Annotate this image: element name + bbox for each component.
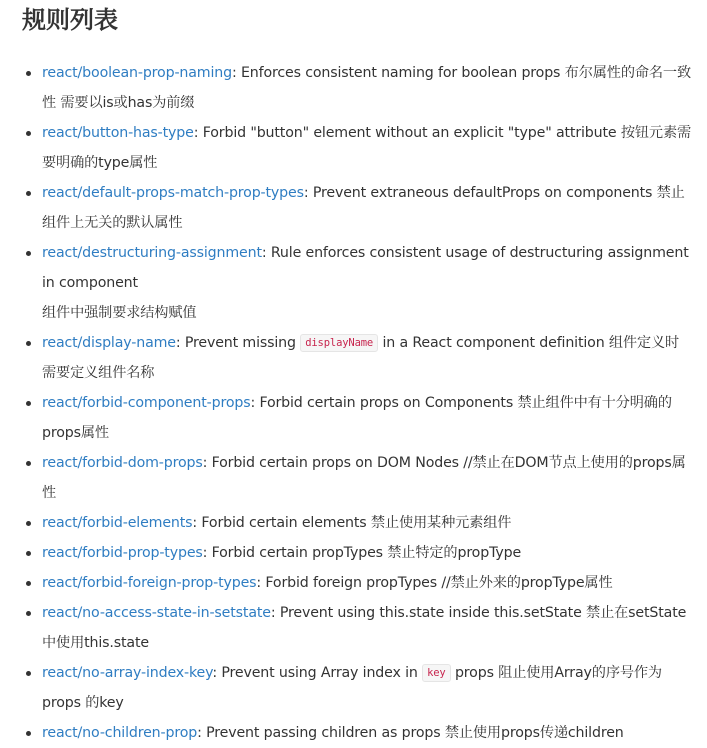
bullet-icon bbox=[26, 581, 31, 586]
rule-list bbox=[0, 58, 707, 748]
list-item bbox=[42, 238, 707, 328]
bullet-icon bbox=[26, 551, 31, 556]
rule-link-forbid-dom-props[interactable]: react/forbid-dom-props bbox=[42, 455, 203, 471]
rule-link-forbid-foreign-prop-types[interactable]: react/forbid-foreign-prop-types bbox=[42, 575, 257, 591]
rule-link-no-children-prop[interactable]: react/no-children-prop bbox=[42, 725, 198, 741]
rule-description: : Forbid "button" element without an explicit "type" attribute 按钮元素需要明确的type属性 bbox=[42, 125, 692, 171]
list-item bbox=[42, 568, 707, 598]
rule-link-no-access-state-in-setstate[interactable]: react/no-access-state-in-setstate bbox=[42, 605, 271, 621]
rule-link-boolean-prop-naming[interactable]: react/boolean-prop-naming bbox=[42, 65, 232, 81]
bullet-icon bbox=[26, 521, 31, 526]
rule-link-no-array-index-key[interactable]: react/no-array-index-key bbox=[42, 665, 213, 681]
list-item bbox=[42, 718, 707, 748]
rule-link-destructuring-assignment[interactable]: react/destructuring-assignment bbox=[42, 245, 262, 261]
rule-description: : Forbid certain propTypes 禁止特定的propType bbox=[202, 545, 522, 561]
inline-code: displayName bbox=[300, 334, 378, 352]
list-item bbox=[42, 598, 707, 658]
inline-code: key bbox=[422, 664, 451, 682]
rule-link-default-props-match-prop-types[interactable]: react/default-props-match-prop-types bbox=[42, 185, 304, 201]
bullet-icon bbox=[26, 341, 31, 346]
rule-description: : Forbid certain props on Components 禁止组件中有十分明确的props属性 bbox=[42, 395, 672, 441]
rule-description: : Prevent extraneous defaultProps on components 禁止组件上无关的默认属性 bbox=[42, 185, 685, 231]
bullet-icon bbox=[26, 71, 31, 76]
bullet-icon bbox=[26, 671, 31, 676]
bullet-icon bbox=[26, 611, 31, 616]
page-title: 规则列表 bbox=[22, 6, 118, 34]
rule-description: : Forbid certain elements 禁止使用某种元素组件 bbox=[192, 515, 512, 531]
list-item bbox=[42, 118, 707, 178]
rule-description: : Prevent using this.state inside this.setState 禁止在setState中使用this.state bbox=[42, 605, 687, 651]
bullet-icon bbox=[26, 251, 31, 256]
rule-link-forbid-elements[interactable]: react/forbid-elements bbox=[42, 515, 193, 531]
rule-link-forbid-prop-types[interactable]: react/forbid-prop-types bbox=[42, 545, 203, 561]
rule-description: : Enforces consistent naming for boolean props 布尔属性的命名一致性 需要以is或has为前缀 bbox=[42, 65, 692, 111]
list-item bbox=[42, 328, 707, 388]
bullet-icon bbox=[26, 131, 31, 136]
list-item bbox=[42, 658, 707, 718]
rule-description: : Rule enforces consistent usage of destructuring assignment in component bbox=[42, 245, 689, 291]
rule-description: : Prevent missing bbox=[175, 335, 301, 351]
bullet-icon bbox=[26, 461, 31, 466]
rule-description: in a React component definition 组件定义时需要定义组件名称 bbox=[42, 335, 680, 381]
list-item bbox=[42, 448, 707, 508]
bullet-icon bbox=[26, 401, 31, 406]
list-item bbox=[42, 388, 707, 448]
rule-description: props 阻止使用Array的序号作为props 的key bbox=[42, 665, 662, 711]
bullet-icon bbox=[26, 731, 31, 736]
list-item bbox=[42, 58, 707, 118]
rule-description: : Forbid certain props on DOM Nodes //禁止在DOM节点上使用的props属性 bbox=[42, 455, 686, 501]
list-item bbox=[42, 178, 707, 238]
list-item bbox=[42, 508, 707, 538]
bullet-icon bbox=[26, 191, 31, 196]
rule-link-display-name[interactable]: react/display-name bbox=[42, 335, 176, 351]
rule-description: : Forbid foreign propTypes //禁止外来的propType属性 bbox=[256, 575, 613, 591]
rule-description: : Prevent passing children as props 禁止使用props传递children bbox=[197, 725, 624, 741]
rule-link-button-has-type[interactable]: react/button-has-type bbox=[42, 125, 194, 141]
rule-description: : Prevent using Array index in bbox=[212, 665, 423, 681]
list-item bbox=[42, 538, 707, 568]
rule-link-forbid-component-props[interactable]: react/forbid-component-props bbox=[42, 395, 251, 411]
rule-description-extra: 组件中强制要求结构赋值 bbox=[42, 305, 197, 321]
